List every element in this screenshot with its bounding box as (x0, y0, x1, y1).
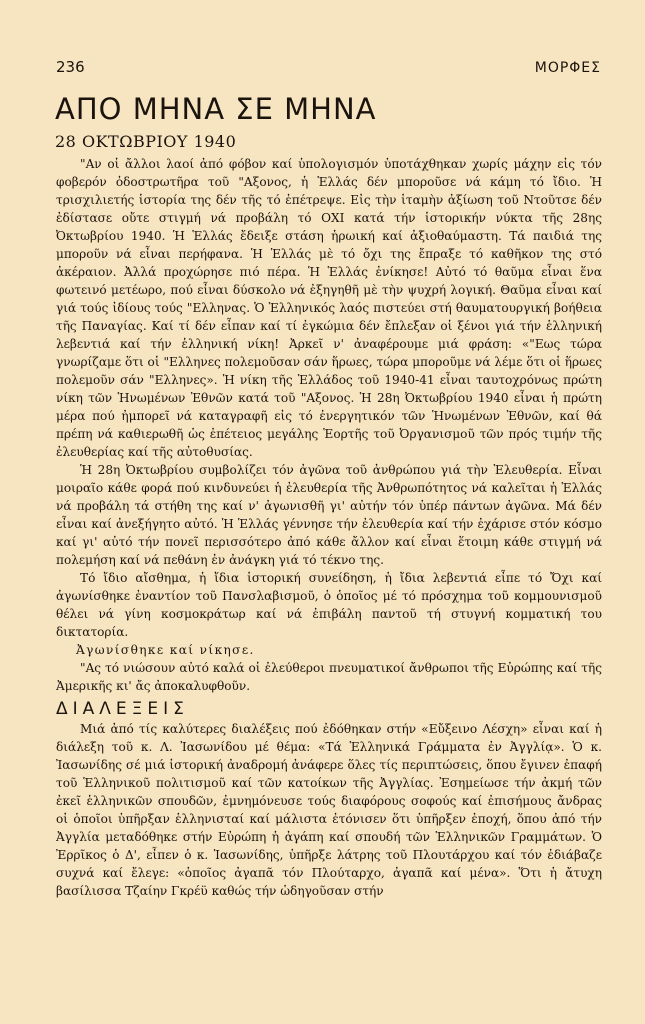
running-title: ΜΟΡΦΕΣ (534, 60, 601, 76)
article-date: 28 ΟΚΤΩΒΡΙΟΥ 1940 (55, 132, 237, 151)
article-title: ΑΠΟ ΜΗΝΑ ΣΕ ΜΗΝΑ (55, 92, 377, 126)
page-number: 236 (56, 58, 85, 76)
paragraph-3: Τό ἴδιο αἴσθημα, ἡ ἴδια ἱστορική συνείδηση, ἡ ἴδια λεβεντιά εἶπε τό Ὄχι καί ἀγωνίσθηκε ἐναντίον τοῦ Πανσλαβισμοῦ, ὁ ὁποῖος μέ τό πρόσχημα τοῦ κομμουνισμοῦ θέλει νά γίνη κοσμοκράτωρ καί νά ἐπιβάλη παντοῦ τή στυγνή κομματική του δικτατορία. (56, 571, 602, 639)
paragraph-1: "Αν οἱ ἄλλοι λαοί ἀπό φόβον καί ὑπολογισμόν ὑποτάχθηκαν χωρίς μάχην εἰς τόν φοβερόν ὁδοστρωτῆρα τοῦ "Αξονος, ἡ Ἑλλάς δέν μποροῦσε νά κάμη τό ἴδιο. Ἡ τρισχιλιετής ἱστορία της δέν τῆς τό ἐπέτρεψε. Εἰς τὴν ἱταμὴν ἀξίωση τοῦ Ντοῦτσε δέν ἐδίστασε οὔτε στιγμή νά προβάλη τό ΟΧΙ κατά τήν ἱστορικήν νύκτα τῆς 28ης Ὀκτωβρίου 1940. Ἡ Ἑλλάς ἔδειξε στάση ἡρωική καί ἀξιοθαύμαστη. Τά παιδιά της μποροῦν νά εἶναι περήφανα. Ἡ Ἑλλάς μὲ τό ὄχι της ἔπραξε τό καθῆκον της στό ἀκέραιον. Ἀλλά προχώρησε πιό πέρα. Ἡ Ἑλλάς ἐνίκησε! Αὐτό τό θαῦμα εἶναι ἕνα φωτεινό μετέωρο, πού εἶναι δύσκολο νά ἐξηγηθῆ μὲ τὴν ψυχρή λογική. Θαῦμα εἶναι καί γιά τούς ἰδίους τούς "Ελληνας. Ὁ Ἑλληνικός λαός πιστεύει στή θαυματουργική βοήθεια τῆς Παναγίας. Καί τί δέν εἶπαν καί τί ἐγκώμια δέν ἔπλεξαν οἱ ξένοι γιά τήν ἑλληνική λεβεντιά καί τήν ἑλληνική νίκη! Ἀρκεῖ ν' ἀναφέρουμε μιά φράση: «"Εως τώρα γνωρίζαμε ὅτι οἱ "Ελληνες πολεμοῦσαν σάν ἥρωες, τώρα μποροῦμε νά λέμε ὅτι οἱ ἥρωες πολεμοῦν σάν "Ελληνες». Ἡ νίκη τῆς Ἑλλάδος τοῦ 1940-41 εἶναι ταυτοχρόνως πρώτη νίκη τῶν Ἡνωμένων Ἐθνῶν κατά τοῦ "Αξονος. Ἡ 28η Ὀκτωβρίου 1940 εἶναι ἡ πρώτη μέρα πού ἠμπορεῖ νά καταγραφῆ εἰς τό ἐνεργητικόν τῶν Ἡνωμένων Ἐθνῶν, καί θά πρέπη νά καθιερωθῆ ὡς ἐπέτειος μεγάλης Ἑορτῆς τοῦ Ὀργανισμοῦ τῶν πρός τιμήν τῆς ἐλευθερίας καί τῆς αὐτοθυσίας. (56, 157, 602, 459)
closing-paragraph: "Ας τό νιώσουν αὐτό καλά οἱ ἐλεύθεροι πνευματικοί ἄνθρωποι τῆς Εὐρώπης καί τῆς Ἀμερικῆς κι' ἄς ἀποκαλυφθοῦν. (56, 661, 602, 693)
paragraph-2: Ἡ 28η Ὀκτωβρίου συμβολίζει τόν ἀγῶνα τοῦ ἀνθρώπου γιά τὴν Ἐλευθερία. Εἶναι μοιραῖο κάθε φορά πού κινδυνεύει ἡ ἐλευθερία τῆς Ἀνθρωπότητος νά καλεῖται ἡ Ἑλλάς νά προβάλη τά στήθη της καί ν' ἀγωνισθῆ γι' αὐτήν τόν ὑπέρ πάντων ἀγῶνα. Μά δέν εἶναι καί ἀνεξήγητο αὐτό. Ἡ Ἑλλάς γέννησε τήν ἐλευθερία καί τήν ἐχάρισε στόν κόσμο καί γι' αὐτό τήν πονεῖ περισσότερο ἀπό κάθε ἄλλον καί εἶναι ἕτοιμη κάθε στιγμή νά πολεμήση καί νά πεθάνη ἐν ἀνάγκη γιά τό τέκνο της. (56, 463, 602, 567)
emphasis-line: Ἀγωνίσθηκε καί νίκησε. (76, 643, 255, 657)
article-body (56, 155, 602, 900)
section-heading: ΔΙΑΛΕΞΕΙΣ (56, 699, 189, 719)
section-paragraph-1: Μιά ἀπό τίς καλύτερες διαλέξεις πού ἐδόθηκαν στήν «Εὔξεινο Λέσχη» εἶναι καί ἡ διάλεξη τοῦ κ. Λ. Ἰασωνίδου μέ θέμα: «Τά Ἑλληνικά Γράμματα ἐν Ἀγγλίᾳ». Ὁ κ. Ἰασωνίδης σέ μιά ἱστορική ἀναδρομή ἀνάφερε ὅλες τίς περιπτώσεις, ὅπου ἔγινεν ἐπαφή τοῦ Ἑλληνικοῦ πολιτισμοῦ καί τῶν κατοίκων τῆς Ἀγγλίας. Ἐσημείωσε τήν ἀκμή τῶν ἐκεῖ ἑλληνικῶν σπουδῶν, ἐμνημόνευσε τούς διαφόρους σοφούς καί ἐπισήμους ἄνδρας οἱ ὁποῖοι ὑπῆρξαν ἑλληνισταί καί μάλιστα ἐτόνισεν ὅτι ὑπῆρξεν ἐποχή, ὅπου ἀπό τήν Ἀγγλία μεταδόθηκε στήν Εὐρώπη ἡ ἀγάπη καί σπουδή τῶν Ἑλληνικῶν Γραμμάτων. Ὁ Ἐρρῖκος ὁ Δ', εἶπεν ὁ κ. Ἰασωνίδης, ὑπῆρξε λάτρης τοῦ Πλουτάρχου καί τόν ἐδιάβαζε συχνά καί ἔλεγε: «ὁποῖος ἀγαπᾶ τόν Πλούταρχο, ἀγαπᾶ καί μένα». Ὅτι ἡ ἄτυχη βασίλισσα Τζαίην Γκρέϋ καθώς τήν ὡδηγοῦσαν στήν (56, 722, 602, 898)
